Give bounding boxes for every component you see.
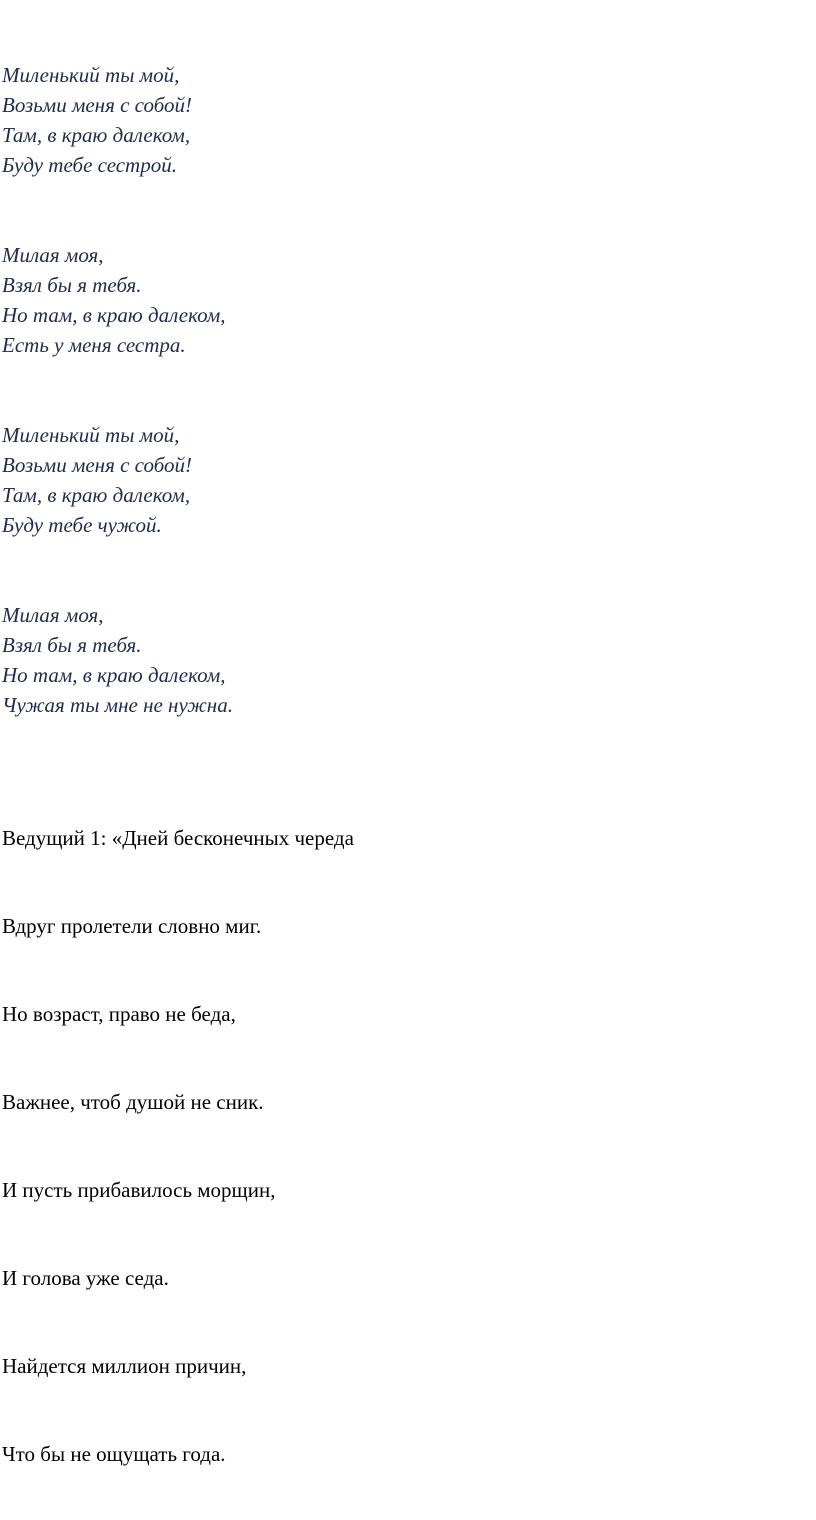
song-line: Милая моя, — [2, 603, 104, 627]
song-stanza-4 — [2, 600, 602, 720]
speech-line: Ведущий 1: «Дней бесконечных череда — [2, 826, 354, 850]
song-stanza-1 — [2, 60, 602, 180]
song-line: Там, в краю далеком, — [2, 123, 191, 147]
song-line: Там, в краю далеком, — [2, 483, 191, 507]
speech-line: Что бы не ощущать года. — [2, 1442, 226, 1466]
song-line: Возьми меня с собой! — [2, 93, 192, 117]
song-line: Но там, в краю далеком, — [2, 303, 226, 327]
speech-stanza-2 — [2, 1168, 702, 1476]
song-lyrics — [2, 60, 602, 780]
speech-line: Но возраст, право не беда, — [2, 1002, 236, 1026]
speech-stanza-1 — [2, 816, 702, 1124]
song-line: Миленький ты мой, — [2, 423, 180, 447]
song-line: Но там, в краю далеком, — [2, 663, 226, 687]
song-line: Взял бы я тебя. — [2, 273, 142, 297]
song-line: Есть у меня сестра. — [2, 333, 186, 357]
song-line: Взял бы я тебя. — [2, 633, 142, 657]
song-line: Чужая ты мне не нужна. — [2, 693, 233, 717]
song-line: Миленький ты мой, — [2, 63, 180, 87]
speech-line: Вдруг пролетели словно миг. — [2, 914, 262, 938]
song-line: Милая моя, — [2, 243, 104, 267]
song-line: Возьми меня с собой! — [2, 453, 192, 477]
song-line: Буду тебе чужой. — [2, 513, 162, 537]
speech-line: И пусть прибавилось морщин, — [2, 1178, 276, 1202]
song-stanza-2 — [2, 240, 602, 360]
speech-line: И голова уже седа. — [2, 1266, 169, 1290]
speech-line: Найдется миллион причин, — [2, 1354, 247, 1378]
speech-line: Важнее, чтоб душой не сник. — [2, 1090, 264, 1114]
song-stanza-3 — [2, 420, 602, 540]
song-line: Буду тебе сестрой. — [2, 153, 177, 177]
host-speech — [2, 816, 702, 1520]
